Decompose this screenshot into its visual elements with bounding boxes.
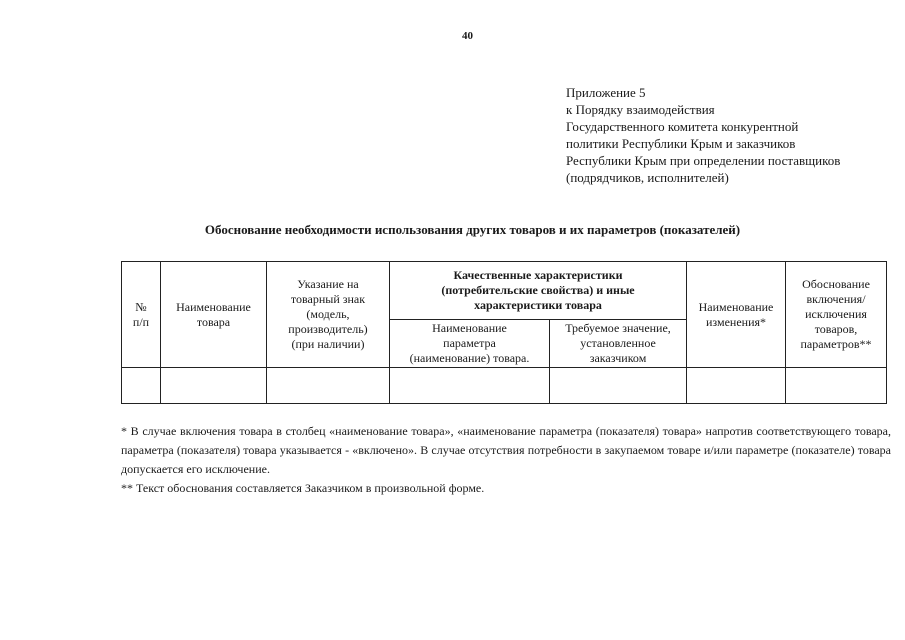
header-number xyxy=(122,262,161,368)
header-text-line: Наименование xyxy=(176,299,251,314)
table-header-row xyxy=(122,262,887,320)
footnote-first: * В случае включения товара в столбец «наименование товара», «наименование параметра (показателя) товара» напротив соответствующего товара, параметра (показателя) товара указывается - «включено». В случае отсутствия потребности в закупаемом товаре и/или параметре (показателе) товара допускается его исключение. xyxy=(121,424,891,476)
header-text-line: (наименование) товара. xyxy=(409,351,530,365)
header-text-line: товаров, xyxy=(814,322,858,336)
table-cell xyxy=(267,368,390,404)
header-text-line: параметра xyxy=(443,336,496,350)
appendix-line: Республики Крым при определении поставщиков xyxy=(566,153,841,168)
header-text-line: заказчиком xyxy=(589,351,647,365)
appendix-line: к Порядку взаимодействия xyxy=(566,102,715,117)
subheader-required-value xyxy=(550,320,687,368)
header-text-line: параметров** xyxy=(800,337,872,351)
header-text-line: № xyxy=(135,299,147,314)
document-title: Обоснование необходимости использования других товаров и их параметров (показателей) xyxy=(204,222,741,237)
header-text-line: Наименование xyxy=(432,321,507,335)
header-text-line: Указание на xyxy=(297,277,359,291)
subheader-parameter-name xyxy=(390,320,550,368)
header-text-line: производитель) xyxy=(288,322,368,336)
header-text-line: Требуемое значение, xyxy=(565,321,671,335)
header-text-line: (модель, xyxy=(306,307,350,321)
header-text-line: (потребительские свойства) и иные xyxy=(441,283,635,297)
header-text-line: Обоснование xyxy=(802,277,870,291)
header-text-line: включения/ xyxy=(806,292,866,306)
page-number: 40 xyxy=(462,30,473,42)
table-cell xyxy=(786,368,887,404)
header-text-line: исключения xyxy=(805,307,867,321)
table-cell xyxy=(122,368,161,404)
table-row xyxy=(122,368,887,404)
appendix-line: Государственного комитета конкурентной xyxy=(566,119,799,134)
table-cell xyxy=(161,368,267,404)
header-text-line: Качественные характеристики xyxy=(453,268,623,282)
appendix-line: политики Республики Крым и заказчиков xyxy=(566,136,796,151)
header-text-line: установленное xyxy=(580,336,656,350)
header-justification xyxy=(786,262,887,368)
header-text-line: п/п xyxy=(132,314,150,329)
appendix-line: (подрядчиков, исполнителей) xyxy=(566,170,729,185)
header-trademark xyxy=(267,262,390,368)
table-cell xyxy=(550,368,687,404)
table-cell xyxy=(390,368,550,404)
table-cell xyxy=(687,368,786,404)
header-text-line: товарный знак xyxy=(290,292,366,306)
header-quality-characteristics xyxy=(390,262,687,320)
header-product-name xyxy=(161,262,267,368)
appendix-header xyxy=(566,84,840,186)
appendix-line: Приложение 5 xyxy=(566,85,646,100)
header-text-line: изменения* xyxy=(706,314,767,329)
justification-table xyxy=(121,261,887,404)
header-text-line: (при наличии) xyxy=(291,337,365,351)
header-change-name xyxy=(687,262,786,368)
header-text-line: Наименование xyxy=(698,299,774,314)
header-text-line: характеристики товара xyxy=(474,298,602,312)
header-text-line: товара xyxy=(196,314,231,329)
footnote-second: ** Текст обоснования составляется Заказчиком в произвольной форме. xyxy=(121,481,485,495)
footnotes xyxy=(121,422,891,498)
